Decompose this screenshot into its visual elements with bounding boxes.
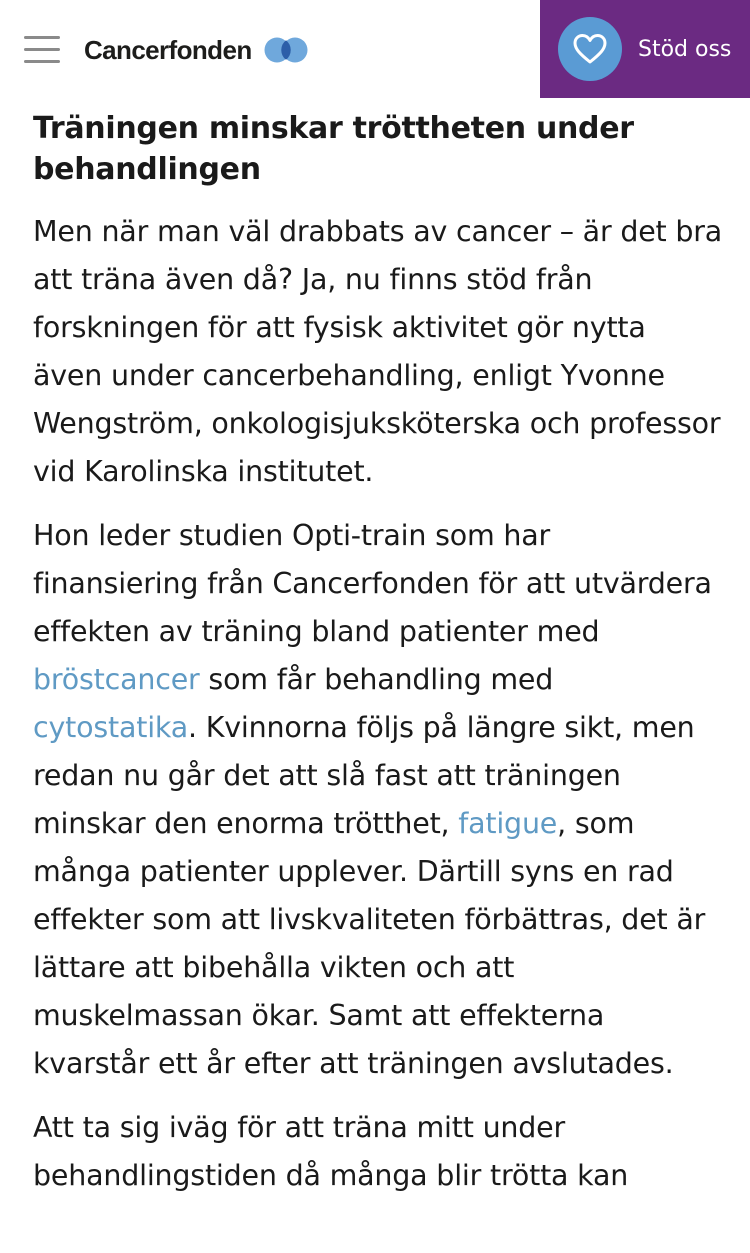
- site-logo[interactable]: [84, 30, 308, 70]
- link-fatigue[interactable]: fatigue: [458, 807, 558, 840]
- paragraph-2-text-2: som får behandling med: [199, 663, 554, 696]
- paragraph-1: Men när man väl drabbats av cancer – är det bra att träna även då? Ja, nu finns stöd från forskningen för att fysisk aktivitet gör nytta även under cancerbehandling, enligt Yvonne Wengström, onkologisjuksköterska och professor vid Karolinska institutet.: [33, 215, 723, 488]
- link-cytostatika[interactable]: cytostatika: [33, 711, 188, 744]
- paragraph-2-text-1: Hon leder studien Opti-train som har finansiering från Cancerfonden för att utvärdera effekten av träning bland patienter med: [33, 519, 712, 648]
- hamburger-menu-icon[interactable]: [24, 36, 60, 64]
- paragraph-2-text-3: . Kvinnorna följs på längre sikt, men redan nu går det att slå fast att träningen minskar den enorma trötthet,: [33, 711, 695, 840]
- heart-circle: [558, 17, 622, 81]
- section-heading: Träningen minskar tröttheten under behandlingen: [33, 111, 634, 187]
- paragraph-2-text-4: , som många patienter upplever. Därtill syns en rad effekter som att livskvaliteten förbättras, det är lättare att bibehålla vikten och att muskelmassan ökar. Samt att effekterna kvarstår ett år efter att träningen avslutades.: [33, 807, 706, 1080]
- support-label: Stöd oss: [638, 36, 732, 62]
- paragraph-3: Att ta sig iväg för att träna mitt under behandlingstiden då många blir trötta kan: [33, 1111, 629, 1192]
- support-button[interactable]: [540, 0, 750, 98]
- site-header: [0, 0, 750, 98]
- logo-text: Cancerfonden: [84, 34, 252, 65]
- heart-icon: [572, 33, 608, 65]
- paragraph-2: [33, 512, 723, 1088]
- cancerfonden-logo-mark-icon: [264, 37, 308, 63]
- article-body: [33, 108, 723, 1216]
- link-brostcancer[interactable]: bröstcancer: [33, 663, 200, 696]
